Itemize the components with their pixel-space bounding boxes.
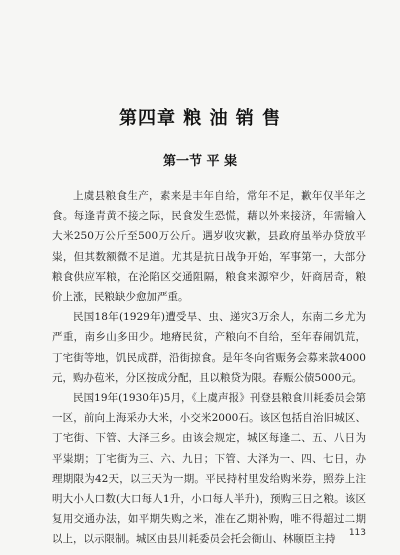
paragraph: 民国18年(1929年)遭受旱、虫、递灾3万余人，东南二乡尤为严重，南乡山多田少。地瘠民贫，产粮向不自给，至年春闹饥荒，丁宅街等地，饥民成群，沿街掠食。是年冬向省赈务会募来款4000元，购办苞米，分区按成分配，且以粮贷为限。春赈公债5000元。 [52,311,366,384]
paragraph: 上虞县粮食生产，素来是丰年自给，常年不足，歉年仅半年之食。每逢青黄不接之际，民食发生恐慌，藉以外来接济，年需输入大米250万公斤至500万公斤。遇岁收灾歉，县政府虽举办贷放平粜，但其数额微不足道。尤其是抗日战争开始，军事第一，大部分粮食供应军粮，在沦陷区交通阻隔，粮食来源窄少，奸商居奇，粮价上涨，民粮缺少愈加严重。 [52,190,366,304]
paragraph: 民国19年(1930年)5月，《上虞声报》刊登县粮食川耗委员会第一区，前向上海采办大米，小交米2000石。该区包括自治旧城区、丁宅街、下管、大泽三乡。由该会规定，城区每逢二、五、八日为平粜期；丁宅街为三、六、九日；下管、大泽为一、四、七日，办理期限为42天，以三天为一期。平民持村里发给购米券，照券上注明大小人口数(大口每人1升，小口每人半升)，预购三日之粮。该区复用交通办法，如平期失购之米，准在乙期补购，唯不得超过二期以上，以示限制。城区由县川耗委员会托会衙山、林颐臣主持 [52,392,366,546]
chapter-title: 第四章 粮 油 销 售 [118,108,282,129]
page-number: 113 [348,528,366,538]
section-title: 第一节 平 粜 [162,154,238,169]
body-text [52,186,366,550]
